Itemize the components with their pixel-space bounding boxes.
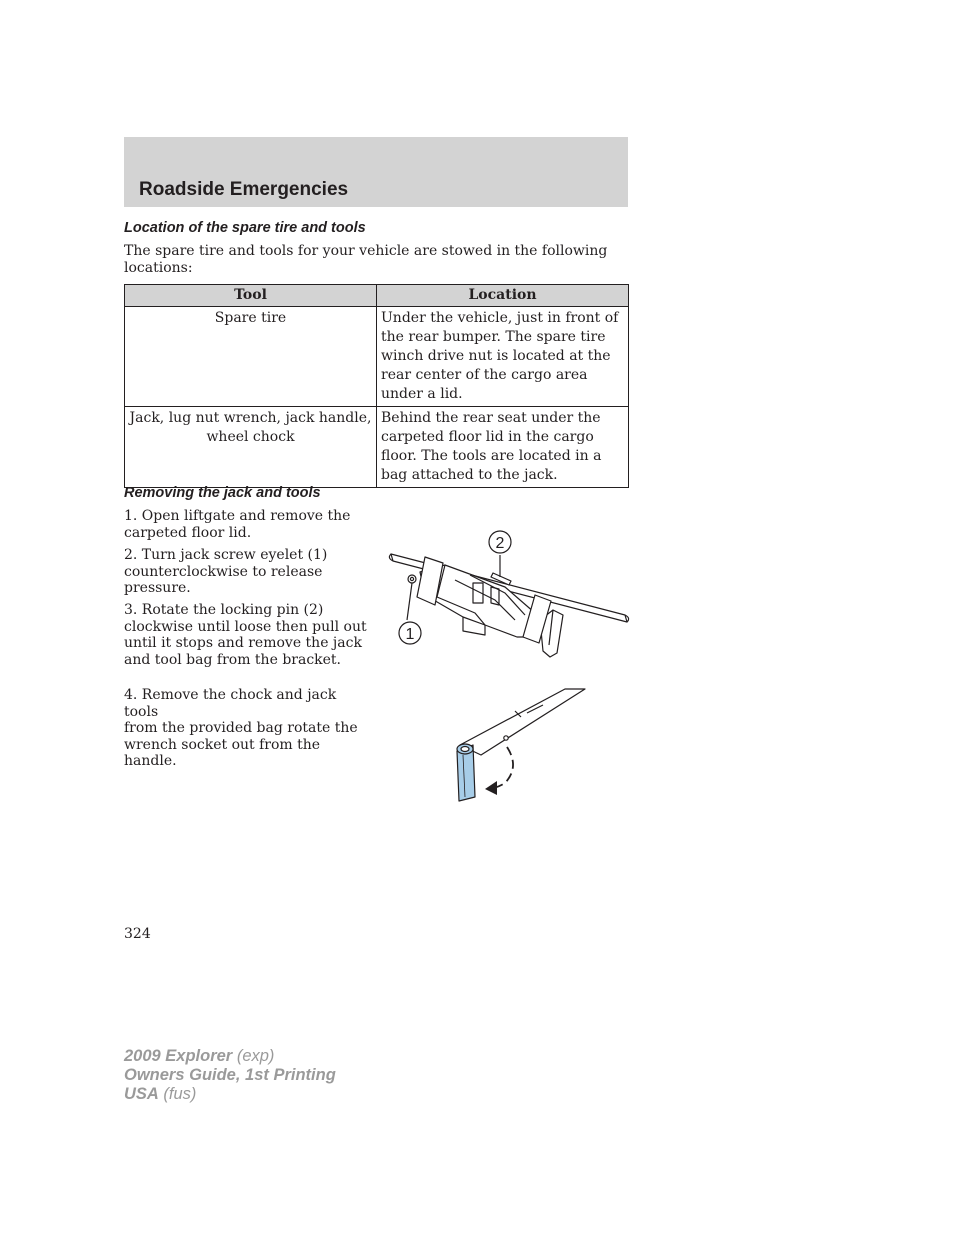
step-4 [124,687,374,770]
table-cell-location [377,307,629,407]
table-cell-tool [125,407,377,488]
step-line: clockwise until loose then pull out [124,618,367,635]
step-line: wrench socket out from the handle. [124,736,321,769]
step-line: 4. Remove the chock and jack tools [124,687,337,720]
table-cell-tool [125,307,377,407]
section-title: Roadside Emergencies [139,179,349,200]
callout-label-1: 1 [405,626,415,643]
cell-line: Under the vehicle, just in front of [381,310,619,326]
footer-model-code: (exp) [232,1047,275,1065]
screw-eyelet [408,575,416,583]
step-1 [124,508,374,541]
tool-location-table [124,284,629,488]
cell-line: Behind the rear seat under the [381,410,601,426]
page-number: 324 [124,926,151,942]
step-line: 2. Turn jack screw eyelet (1) [124,547,328,563]
arrow-head [485,781,497,795]
jack-bracket-illustration [385,525,635,660]
cell-line: floor. The tools are located in a [381,448,602,464]
table-header-row [125,285,629,307]
cell-line: Jack, lug nut wrench, jack handle, [129,410,372,426]
cell-line: carpeted floor lid in the cargo [381,429,594,445]
step-2 [124,547,374,597]
cell-line: winch drive nut is located at the [381,348,611,364]
table-cell-location [377,407,629,488]
table-row [125,407,629,488]
footer-market: USA [124,1085,159,1103]
cell-line: the rear bumper. The spare tire [381,329,606,345]
section-header-band [124,137,628,207]
intro-line: The spare tire and tools for your vehicle are stowed in the following [124,243,608,259]
intro-paragraph [124,243,607,277]
rotation-arrow [489,747,513,789]
step-line: and tool bag from the bracket. [124,651,341,668]
step-line: 3. Rotate the locking pin (2) [124,602,324,618]
step-line: pressure. [124,580,191,596]
footer-model: 2009 Explorer [124,1047,233,1065]
cell-line: under a lid. [381,386,463,402]
table-row [125,307,629,407]
cell-line: Spare tire [214,310,287,326]
table-header-tool: Tool [125,285,377,307]
wrench-socket-illustration [445,685,595,810]
footer-market-code: (fus) [158,1085,197,1103]
subheading-removing: Removing the jack and tools [124,485,321,501]
table-header-location: Location [377,285,629,307]
footer-guide: Owners Guide, 1st Printing [124,1066,336,1084]
step-line: 1. Open liftgate and remove the [124,508,351,524]
document-footer [124,1047,336,1104]
subheading-location: Location of the spare tire and tools [124,220,366,236]
step-line: until it stops and remove the jack [124,635,362,651]
cell-line: wheel chock [206,429,295,445]
step-3 [124,602,374,668]
step-line: carpeted floor lid. [124,524,252,541]
step-line: counterclockwise to release [124,563,323,580]
cell-line: rear center of the cargo area [381,367,588,383]
handle-shaft [460,689,585,755]
intro-line: locations: [124,260,193,276]
callout-label-2: 2 [495,535,505,552]
cell-line: bag attached to the jack. [381,467,558,483]
step-line: from the provided bag rotate the [124,720,358,736]
